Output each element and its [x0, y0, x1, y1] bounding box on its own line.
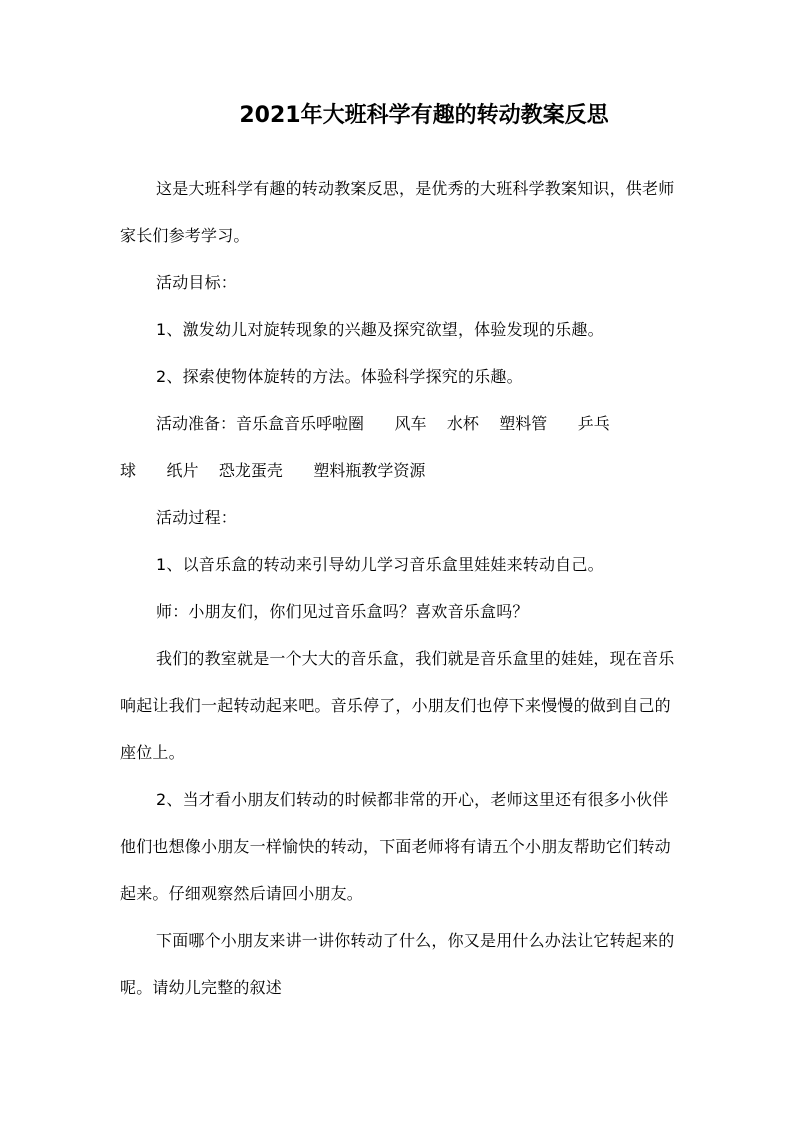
- process-heading: 活动过程：: [156, 508, 238, 527]
- goals-heading: 活动目标：: [156, 273, 238, 292]
- preparation-line-1: 活动准备：音乐盒音乐呼啦圈 风车 水杯 塑料管 乒乓: [156, 414, 610, 433]
- process-step-2: 2、当才看小朋友们转动的时候都非常的开心，老师这里还有很多小伙伴他们也想像小朋友一样愉快的转动，下面老师将有请五个小朋友帮助它们转动起来。仔细观察然后请回小朋友。: [120, 790, 671, 903]
- page-title: 2021年大班科学有趣的转动教案反思: [239, 103, 609, 128]
- intro-paragraph: 这是大班科学有趣的转动教案反思，是优秀的大班科学教案知识，供老师家长们参考学习。: [120, 179, 675, 245]
- goal-item-2: 2、探索使物体旋转的方法。体验科学探究的乐趣。: [156, 367, 523, 386]
- teacher-question: 师：小朋友们，你们见过音乐盒吗？喜欢音乐盒吗？: [156, 602, 529, 621]
- goal-item-1: 1、激发幼儿对旋转现象的兴趣及探究欲望，体验发现的乐趣。: [156, 320, 604, 339]
- document-body: [120, 165, 680, 1011]
- process-step-1: 1、以音乐盒的转动来引导幼儿学习音乐盒里娃娃来转动自己。: [156, 555, 604, 574]
- classroom-paragraph: 我们的教室就是一个大大的音乐盒，我们就是音乐盒里的娃娃，现在音乐响起让我们一起转动起来吧。音乐停了，小朋友们也停下来慢慢的做到自己的座位上。: [120, 649, 675, 762]
- discussion-paragraph: 下面哪个小朋友来讲一讲你转动了什么，你又是用什么办法让它转起来的呢。请幼儿完整的叙述: [120, 931, 675, 997]
- preparation-line-2: 球 纸片 恐龙蛋壳 塑料瓶教学资源: [120, 461, 426, 480]
